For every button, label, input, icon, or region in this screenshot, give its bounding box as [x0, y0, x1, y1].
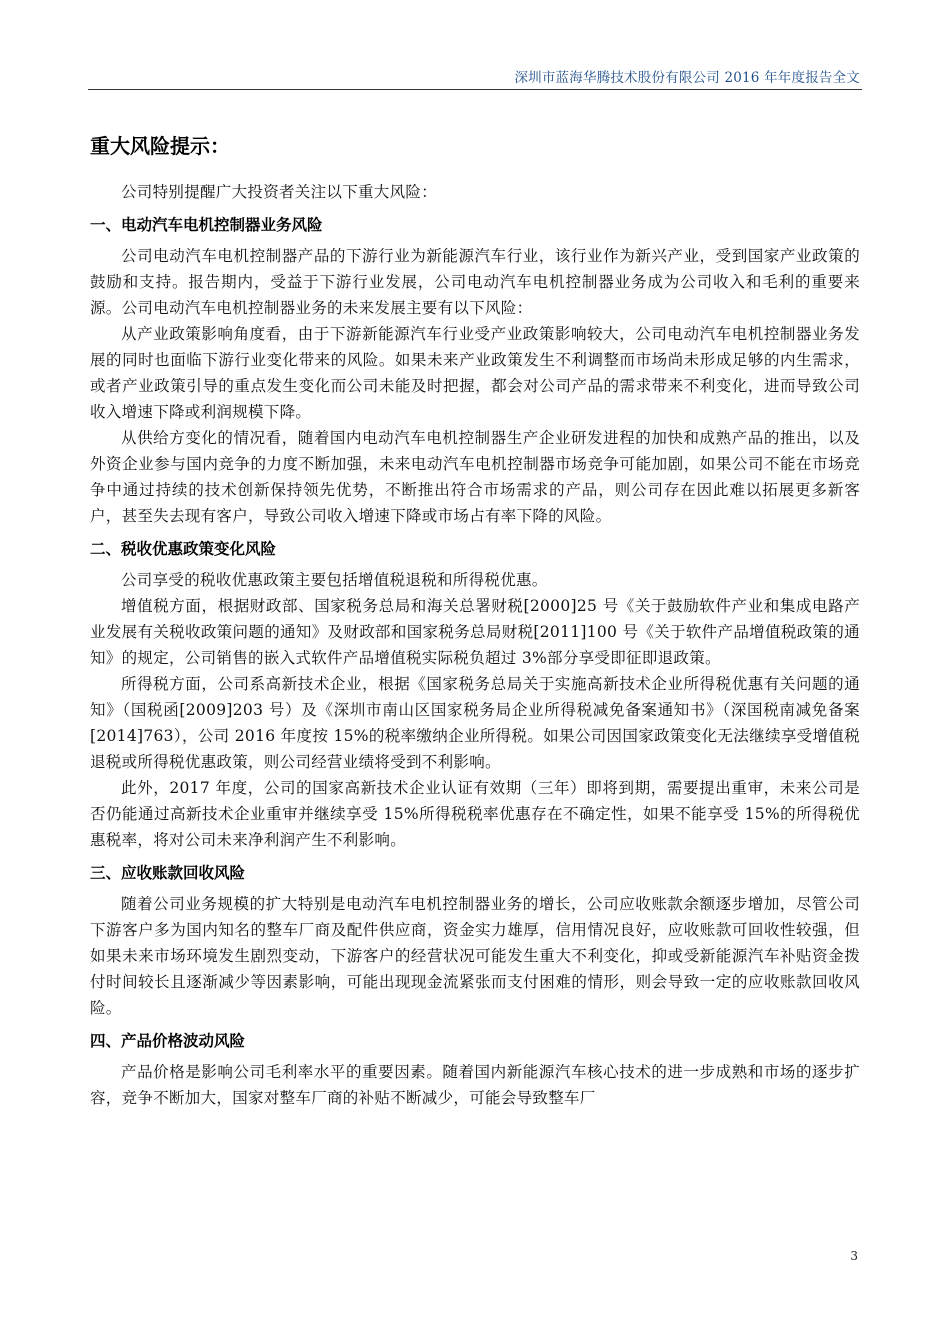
intro-paragraph: 公司特别提醒广大投资者关注以下重大风险：: [121, 183, 438, 201]
paragraph: 增值税方面，根据财政部、国家税务总局和海关总署财税[2000]25 号《关于鼓励软件产业和集成电路产业发展有关税收政策问题的通知》及财政部和国家税务总局财税[2011]100 号《关于软件产品增值税政策的通知》的规定，公司销售的嵌入式软件产品增值税实际税负超过 3%部分享受即征即退政策。: [90, 597, 860, 667]
paragraph: 产品价格是影响公司毛利率水平的重要因素。随着国内新能源汽车核心技术的进一步成熟和市场的逐步扩容，竞争不断加大，国家对整车厂商的补贴不断减少，可能会导致整车厂: [90, 1063, 860, 1107]
section-2: [90, 537, 860, 853]
section-heading: 四、产品价格波动风险: [90, 1032, 246, 1050]
section-1: [90, 213, 860, 529]
paragraph: 随着公司业务规模的扩大特别是电动汽车电机控制器业务的增长，公司应收账款余额逐步增加，尽管公司下游客户多为国内知名的整车厂商及配件供应商，资金实力雄厚，信用情况良好，应收账款可回收性较强，但如果未来市场环境发生剧烈变动，下游客户的经营状况可能发生重大不利变化，抑或受新能源汽车补贴资金拨付时间较长且逐渐减少等因素影响，可能出现现金流紧张而支付困难的情形，则会导致一定的应收账款回收风险。: [90, 895, 860, 1017]
paragraph: 公司享受的税收优惠政策主要包括增值税退税和所得税优惠。: [121, 571, 548, 589]
section-heading: 三、应收账款回收风险: [90, 864, 246, 882]
section-heading: 一、电动汽车电机控制器业务风险: [90, 216, 323, 234]
main-content: [90, 130, 860, 1111]
header-divider: [88, 89, 862, 90]
section-heading: 二、税收优惠政策变化风险: [90, 540, 277, 558]
section-3: [90, 861, 860, 1021]
paragraph: 从供给方变化的情况看，随着国内电动汽车电机控制器生产企业研发进程的加快和成熟产品的推出，以及外资企业参与国内竞争的力度不断加强，未来电动汽车电机控制器市场竞争可能加剧，如果公司不能在市场竞争中通过持续的技术创新保持领先优势，不断推出符合市场需求的产品，则公司存在因此难以拓展更多新客户，甚至失去现有客户，导致公司收入增速下降或市场占有率下降的风险。: [90, 429, 860, 525]
paragraph: 此外，2017 年度，公司的国家高新技术企业认证有效期（三年）即将到期，需要提出重审，未来公司是否仍能通过高新技术企业重审并继续享受 15%所得税税率优惠存在不确定性，如果不能享受 15%的所得税优惠税率，将对公司未来净利润产生不利影响。: [90, 779, 860, 849]
page-number: 3: [850, 1249, 858, 1263]
paragraph: 从产业政策影响角度看，由于下游新能源汽车行业受产业政策影响较大，公司电动汽车电机控制器业务发展的同时也面临下游行业变化带来的风险。如果未来产业政策发生不利调整而市场尚未形成足够的内生需求，或者产业政策引导的重点发生变化而公司未能及时把握，都会对公司产品的需求带来不利变化，进而导致公司收入增速下降或利润规模下降。: [90, 325, 860, 421]
paragraph: 所得税方面，公司系高新技术企业，根据《国家税务总局关于实施高新技术企业所得税优惠有关问题的通知》（国税函[2009]203 号）及《深圳市南山区国家税务局企业所得税减免备案通知书》（深国税南减免备案[2014]763），公司 2016 年度按 15%的税率缴纳企业所得税。如果公司因国家政策变化无法继续享受增值税退税或所得税优惠政策，则公司经营业绩将受到不利影响。: [90, 675, 860, 771]
section-4: [90, 1029, 860, 1111]
paragraph: 公司电动汽车电机控制器产品的下游行业为新能源汽车行业，该行业作为新兴产业，受到国家产业政策的鼓励和支持。报告期内，受益于下游行业发展，公司电动汽车电机控制器业务成为公司收入和毛利的重要来源。公司电动汽车电机控制器业务的未来发展主要有以下风险：: [90, 247, 860, 317]
page-title: 重大风险提示：: [90, 134, 230, 158]
running-header: 深圳市蓝海华腾技术股份有限公司 2016 年年度报告全文: [514, 70, 860, 86]
